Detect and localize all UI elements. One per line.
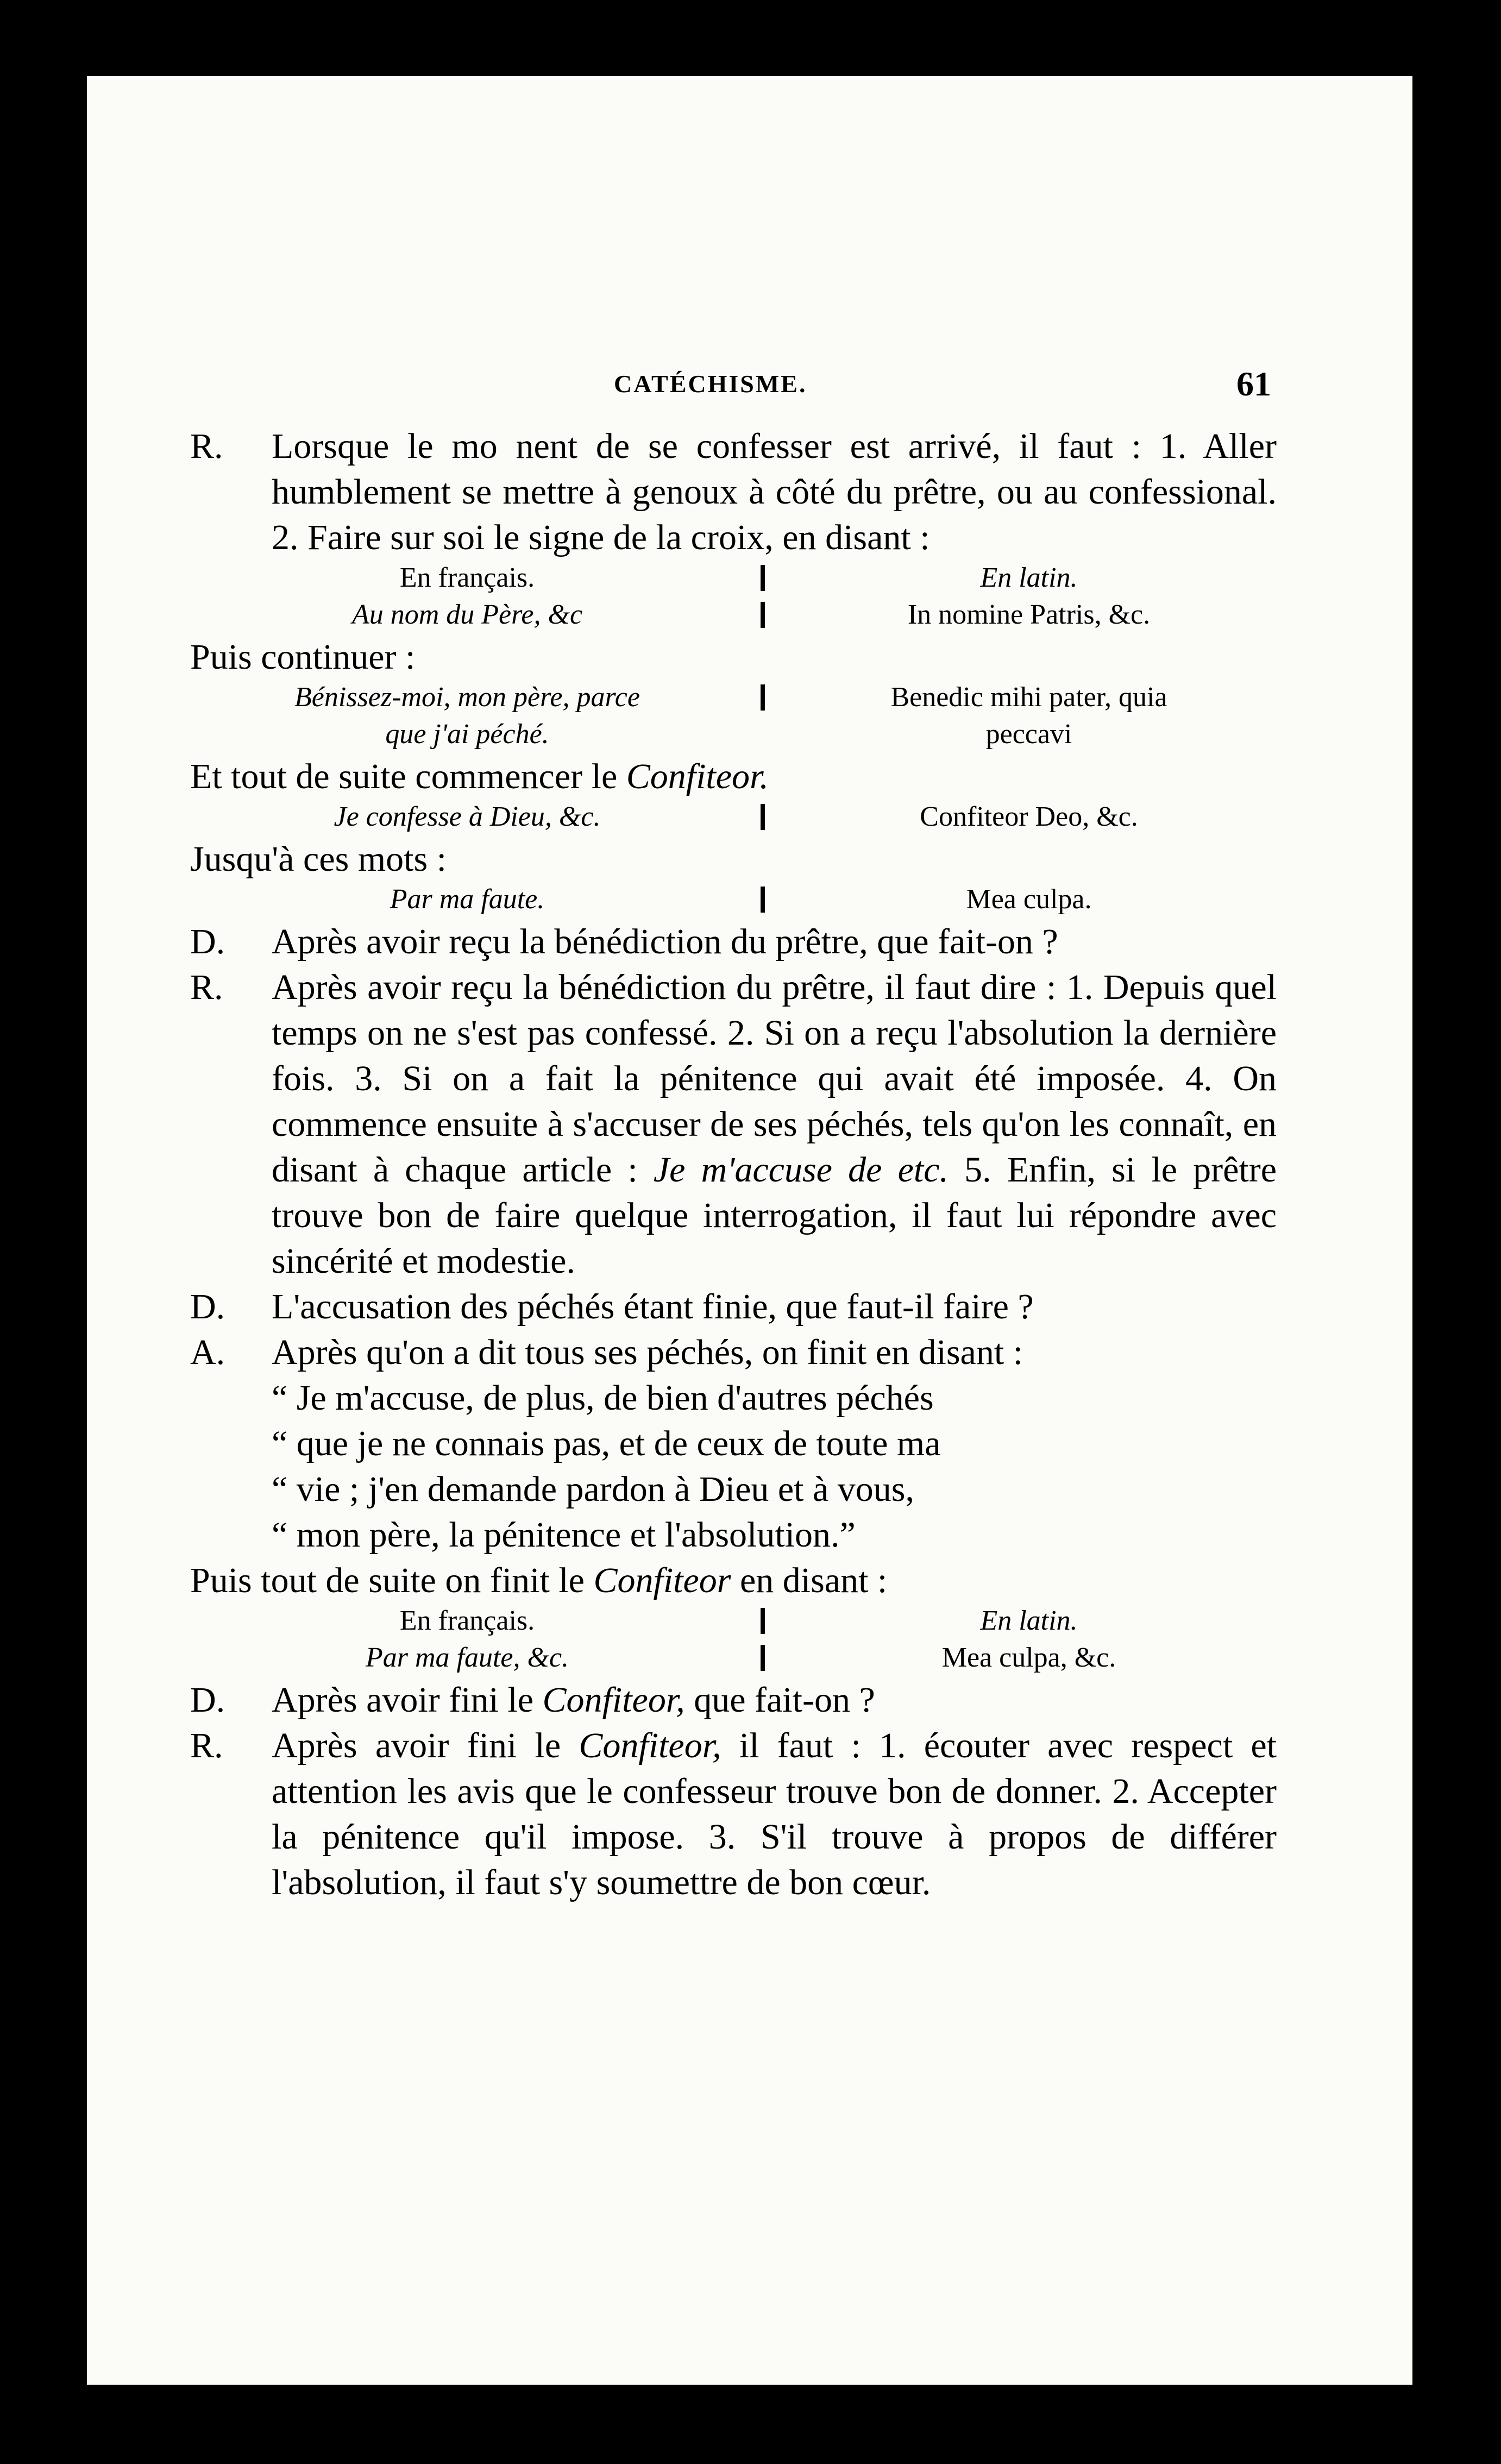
column-left: Par ma faute. bbox=[390, 884, 545, 915]
column-left: Je confesse à Dieu, &c. bbox=[334, 801, 601, 832]
question-letter: D. bbox=[190, 1680, 225, 1720]
column-left: que j'ai péché. bbox=[385, 719, 549, 750]
paragraph-answer bbox=[190, 965, 1277, 1284]
running-title: CATÉCHISME. bbox=[614, 370, 807, 398]
paragraph-instruction bbox=[190, 837, 1277, 882]
column-right: Mea culpa, &c. bbox=[941, 1642, 1116, 1673]
paragraph-question bbox=[190, 1677, 1277, 1723]
paragraph-text: Puis continuer : bbox=[190, 637, 416, 677]
paragraph-answer bbox=[190, 424, 1277, 561]
column-right: Confiteor Deo, &c. bbox=[920, 801, 1138, 832]
column-right: In nomine Patris, &c. bbox=[907, 599, 1151, 630]
answer-letter: R. bbox=[190, 426, 223, 466]
answer-letter: A. bbox=[190, 1332, 225, 1372]
two-column-row bbox=[190, 561, 1277, 595]
quote-line: “ Je m'accuse, de plus, de bien d'autres péchés bbox=[272, 1378, 934, 1418]
paragraph-text: Jusqu'à ces mots : bbox=[190, 839, 447, 879]
paragraph-emphasis: Je m'accuse de etc. bbox=[653, 1150, 949, 1190]
paragraph-answer bbox=[190, 1723, 1277, 1906]
paragraph-emphasis: Confiteor, bbox=[542, 1680, 685, 1720]
column-divider bbox=[761, 1645, 765, 1671]
page-number: 61 bbox=[1236, 364, 1271, 403]
paragraph-emphasis: Confiteor bbox=[593, 1561, 731, 1600]
paragraph-text: Lorsque le mo nent de se confesser est arrivé, il faut : 1. Aller humblement se mettre à genoux à côté du prêtre, ou au confessional. 2. Faire sur soi le signe de la croix, en disant : bbox=[272, 426, 1277, 557]
two-column-row bbox=[190, 882, 1277, 917]
book-page bbox=[87, 76, 1412, 2385]
answer-letter: R. bbox=[190, 967, 223, 1007]
quote-line: “ vie ; j'en demande pardon à Dieu et à vous, bbox=[272, 1469, 914, 1509]
page-header bbox=[190, 364, 1277, 424]
column-divider bbox=[761, 887, 765, 913]
paragraph-question bbox=[190, 919, 1277, 965]
paragraph-text: Puis tout de suite on finit le bbox=[190, 1561, 594, 1600]
page-content bbox=[190, 364, 1277, 1906]
column-divider bbox=[761, 804, 765, 830]
column-left: Par ma faute, &c. bbox=[365, 1642, 569, 1673]
column-left: Au nom du Père, &c bbox=[351, 599, 583, 630]
column-divider bbox=[761, 602, 765, 628]
paragraph-text: Après avoir reçu la bénédiction du prêtre, que fait-on ? bbox=[272, 922, 1058, 961]
column-right: En latin. bbox=[980, 562, 1078, 593]
two-column-row bbox=[190, 680, 1277, 715]
paragraph-emphasis: Confiteor, bbox=[579, 1726, 721, 1765]
paragraph-instruction bbox=[190, 754, 1277, 800]
paragraph-text: Après avoir fini le bbox=[272, 1726, 579, 1765]
column-divider bbox=[761, 565, 765, 591]
two-column-row bbox=[190, 717, 1277, 752]
paragraph-text: Après avoir fini le bbox=[272, 1680, 543, 1720]
paragraph-text: il faut : 1. écouter avec respect et attention les avis que le confesseur trouve bon de donner. 2. Accepter la pénitence qu'il impose. 3. S'il trouve à propos de différer l'absolution, il faut s'y soumettre de bon cœur. bbox=[272, 1726, 1277, 1902]
column-right: Mea culpa. bbox=[966, 884, 1092, 915]
column-left: Bénissez-moi, mon père, parce bbox=[294, 682, 640, 713]
paragraph-instruction bbox=[190, 1558, 1277, 1604]
column-right: Benedic mihi pater, quia bbox=[890, 682, 1167, 713]
column-left: En français. bbox=[399, 562, 535, 593]
paragraph-text: en disant : bbox=[731, 1561, 888, 1600]
two-column-row bbox=[190, 800, 1277, 834]
answer-letter: R. bbox=[190, 1726, 223, 1765]
paragraph-text: 5. Enfin, si le prêtre trouve bon de faire quelque interrogation, il faut lui répondre avec sincérité et modestie. bbox=[272, 1150, 1277, 1281]
paragraph-answer bbox=[190, 1330, 1277, 1375]
paragraph-text: Après avoir reçu la bénédiction du prêtre, il faut dire : 1. Depuis quel temps on ne s'est pas confessé. 2. Si on a reçu l'absolution la dernière fois. 3. Si on a fait la pénitence qui avait été imposée. 4. On commence ensuite à s'accuser de ses péchés, tels qu'on les connaît, en disant à chaque article : bbox=[272, 967, 1277, 1190]
quote-line: “ que je ne connais pas, et de ceux de toute ma bbox=[272, 1424, 941, 1463]
two-column-row bbox=[190, 1640, 1277, 1675]
question-letter: D. bbox=[190, 922, 225, 961]
paragraph-emphasis: Confiteor. bbox=[626, 757, 769, 796]
paragraph-question bbox=[190, 1284, 1277, 1330]
paragraph-instruction bbox=[190, 634, 1277, 680]
two-column-row bbox=[190, 598, 1277, 632]
question-letter: D. bbox=[190, 1287, 225, 1327]
column-divider bbox=[761, 684, 765, 711]
paragraph-text: que fait-on ? bbox=[684, 1680, 875, 1720]
column-right: En latin. bbox=[980, 1605, 1078, 1636]
column-left: En français. bbox=[399, 1605, 535, 1636]
column-right: peccavi bbox=[985, 719, 1072, 750]
paragraph-text: Et tout de suite commencer le bbox=[190, 757, 626, 796]
paragraph-text: L'accusation des péchés étant finie, que faut-il faire ? bbox=[272, 1287, 1034, 1327]
column-divider bbox=[761, 1608, 765, 1634]
quote-line: “ mon père, la pénitence et l'absolution.” bbox=[272, 1515, 856, 1555]
paragraph-text: Après qu'on a dit tous ses péchés, on finit en disant : bbox=[272, 1332, 1023, 1372]
two-column-row bbox=[190, 1604, 1277, 1638]
